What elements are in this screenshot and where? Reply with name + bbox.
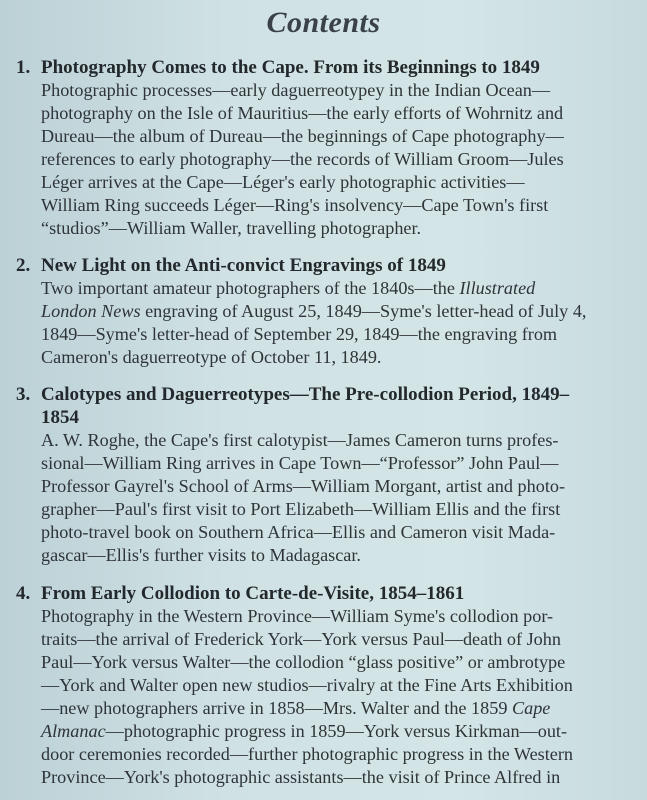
entry-heading [16, 383, 634, 429]
description-line: traits—the arrival of Frederick York—York versus Paul—death of John [41, 629, 561, 649]
description-line: photo-travel book on Southern Africa—Ellis and Cameron visit Mada- [41, 522, 556, 542]
entry-title: New Light on the Anti-convict Engravings of 1849 [41, 255, 446, 276]
entry-description [41, 605, 634, 789]
entry-title-line: 1854 [41, 407, 79, 428]
description-line: Province—York's photographic assistants—the visit of Prince Alfred in [41, 767, 561, 787]
italic-title: Illustrated [459, 278, 536, 298]
description-line: Photography in the Western Province—William Syme's collodion por- [41, 606, 554, 626]
entry-title [41, 383, 634, 429]
entry-number: 2. [16, 255, 31, 276]
contents-entry-4 [16, 582, 634, 789]
description-line [41, 720, 634, 743]
description-line: Professor Gayrel's School of Arms—William Morgant, artist and photo- [41, 476, 566, 496]
entry-heading [16, 582, 634, 605]
text-run: —new photographers arrive in 1858—Mrs. Walter and the 1859 [41, 698, 512, 718]
entry-number: 3. [16, 384, 31, 405]
entry-heading [16, 254, 634, 277]
italic-title: Cape [511, 698, 551, 718]
text-run: —photographic progress in 1859—York versus Kirkman—out- [105, 721, 568, 741]
description-line: grapher—Paul's first visit to Port Elizabeth—William Ellis and the first [41, 499, 561, 519]
entry-number: 4. [16, 583, 31, 604]
italic-title: Almanac [41, 721, 106, 741]
description-line: William Ring succeeds Léger—Ring's insolvency—Cape Town's first [41, 195, 549, 215]
description-line: Paul—York versus Walter—the collodion “glass positive” or ambrotype [41, 652, 566, 672]
description-line: photography on the Isle of Mauritius—the early efforts of Wohrnitz and [41, 103, 564, 123]
description-line: A. W. Roghe, the Cape's first calotypist—James Cameron turns profes- [41, 430, 559, 450]
entry-heading [16, 56, 634, 79]
description-line: references to early photography—the records of William Groom—Jules [41, 149, 564, 169]
entry-description [41, 277, 634, 369]
contents-entry-3 [16, 383, 634, 567]
description-line: Léger arrives at the Cape—Léger's early photographic activities— [41, 172, 525, 192]
description-line: “studios”—William Waller, travelling photographer. [41, 218, 422, 238]
description-line: 1849—Syme's letter-head of September 29, 1849—the engraving from [41, 324, 558, 344]
entry-title-line: Calotypes and Daguerreotypes—The Pre-collodion Period, 1849– [41, 384, 570, 405]
description-line: Photographic processes—early daguerreotypey in the Indian Ocean— [41, 80, 551, 100]
italic-title: London News [41, 301, 141, 321]
description-line [41, 277, 634, 300]
text-run: engraving of August 25, 1849—Syme's letter-head of July 4, [140, 301, 587, 321]
entry-description [41, 79, 634, 240]
description-line: —York and Walter open new studios—rivalry at the Fine Arts Exhibition [41, 675, 573, 695]
entry-title: Photography Comes to the Cape. From its Beginnings to 1849 [41, 57, 540, 78]
entry-title: From Early Collodion to Carte-de-Visite, 1854–1861 [41, 583, 465, 604]
description-line: door ceremonies recorded—further photographic progress in the Western [41, 744, 574, 764]
description-line [41, 300, 634, 323]
contents-entry-1 [16, 56, 634, 240]
description-line: sional—William Ring arrives in Cape Town—“Professor” John Paul— [41, 453, 559, 473]
description-line [41, 697, 634, 720]
contents-entry-2 [16, 254, 634, 369]
text-run: Two important amateur photographers of the 1840s—the [41, 278, 460, 298]
description-line: Cameron's daguerreotype of October 11, 1849. [41, 347, 382, 367]
description-line: gascar—Ellis's further visits to Madagascar. [41, 545, 361, 565]
page-title: Contents [266, 6, 381, 39]
entry-number: 1. [16, 57, 31, 78]
entry-description [41, 429, 634, 567]
description-line: Dureau—the album of Dureau—the beginnings of Cape photography— [41, 126, 564, 146]
